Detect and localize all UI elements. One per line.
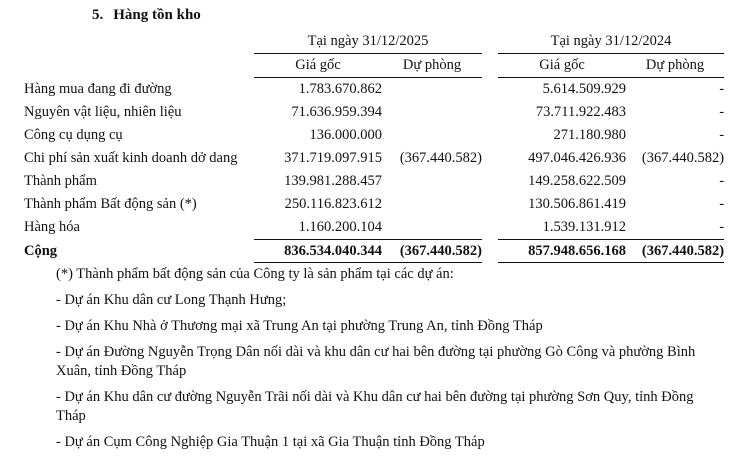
table-row xyxy=(24,101,724,124)
cost-2024-cell: 149.258.622.509 xyxy=(528,173,627,189)
provision-2025-cell xyxy=(382,193,482,216)
inventory-table xyxy=(24,30,724,263)
cost-2024-header: Giá gốc xyxy=(498,54,626,78)
footnote-intro: (*) Thành phẩm bất động sản của Công ty là sản phẩm tại các dự án: xyxy=(56,266,454,282)
total-cost-2024: 857.948.656.168 xyxy=(498,240,626,263)
project-item: - Dự án Đường Nguyễn Trọng Dân nối dài và khu dân cư hai bên đường tại phường Gò Công và phường Bình Xuân, tỉnh Đồng Tháp xyxy=(56,344,696,379)
cost-2024-cell: 1.539.131.912 xyxy=(542,219,627,235)
total-cost-2025: 836.534.040.344 xyxy=(254,240,382,263)
cost-2024-cell: 5.614.509.929 xyxy=(542,81,627,97)
provision-2024-cell: - xyxy=(719,81,725,97)
footnotes xyxy=(56,265,716,459)
provision-2024-cell: - xyxy=(719,127,725,143)
project-item: - Dự án Cụm Công Nghiệp Gia Thuận 1 tại xã Gia Thuận tỉnh Đồng Tháp xyxy=(56,434,485,450)
cost-2025-cell: 136.000.000 xyxy=(309,127,382,143)
row-label: Thành phẩm Bất động sản (*) xyxy=(24,196,197,212)
total-provision-2025: (367.440.582) xyxy=(382,240,482,263)
section-title: Hàng tồn kho xyxy=(113,7,201,23)
table-row xyxy=(24,147,724,170)
cost-2025-cell: 250.116.823.612 xyxy=(284,196,382,212)
provision-2025-cell xyxy=(382,78,482,102)
provision-2025-cell xyxy=(382,216,482,240)
project-item: - Dự án Khu dân cư Long Thạnh Hưng; xyxy=(56,292,287,308)
provision-2024-cell: (367.440.582) xyxy=(641,150,725,166)
provision-2024-cell: - xyxy=(719,219,725,235)
cost-2025-cell: 1.160.200.104 xyxy=(298,219,382,235)
row-label: Hàng mua đang đi đường xyxy=(24,80,172,97)
cost-2024-cell: 271.180.980 xyxy=(553,127,627,143)
column-header-row xyxy=(24,54,724,78)
section-number: 5. xyxy=(92,7,104,23)
project-item: - Dự án Khu dân cư đường Nguyễn Trãi nối dài và Khu dân cư hai bên đường tại phường Sơn Quy, tỉnh Đồng Tháp xyxy=(56,389,694,424)
table-row xyxy=(24,78,724,102)
row-label: Hàng hóa xyxy=(24,219,80,236)
cost-2025-cell: 139.981.288.457 xyxy=(284,173,382,189)
provision-2025-header: Dự phòng xyxy=(382,54,482,78)
table-row xyxy=(24,216,724,240)
total-label: Cộng xyxy=(24,243,58,259)
row-label: Nguyên vật liệu, nhiên liệu xyxy=(24,104,182,120)
project-item: - Dự án Khu Nhà ở Thương mại xã Trung An tại phường Trung An, tỉnh Đồng Tháp xyxy=(56,318,543,334)
cost-2025-cell: 371.719.097.915 xyxy=(284,150,382,166)
cost-2024-cell: 73.711.922.483 xyxy=(535,104,627,120)
cost-2024-cell: 130.506.861.419 xyxy=(528,196,627,212)
cost-2024-cell: 497.046.426.936 xyxy=(528,150,627,166)
period-header-row xyxy=(24,30,724,54)
provision-2024-cell: - xyxy=(719,173,725,189)
row-label: Công cụ dụng cụ xyxy=(24,127,123,143)
row-label: Thành phẩm xyxy=(24,173,97,189)
table-row xyxy=(24,124,724,147)
provision-2025-cell xyxy=(382,101,482,124)
provision-2024-cell: - xyxy=(719,196,725,212)
period-2024-header: Tại ngày 31/12/2024 xyxy=(498,30,724,54)
provision-2025-cell xyxy=(382,124,482,147)
cost-2025-cell: 71.636.959.394 xyxy=(291,104,382,120)
cost-2025-cell: 1.783.670.862 xyxy=(298,81,382,97)
table-row xyxy=(24,170,724,193)
provision-2025-cell xyxy=(382,170,482,193)
section-heading xyxy=(92,7,201,24)
period-2025-header: Tại ngày 31/12/2025 xyxy=(254,30,482,54)
total-row xyxy=(24,240,724,263)
cost-2025-header: Giá gốc xyxy=(254,54,382,78)
total-provision-2024: (367.440.582) xyxy=(626,240,724,263)
provision-2024-cell: - xyxy=(719,104,725,120)
row-label: Chi phí sản xuất kinh doanh dở dang xyxy=(24,150,238,166)
table-row xyxy=(24,193,724,216)
provision-2025-cell: (367.440.582) xyxy=(399,150,483,166)
provision-2024-header: Dự phòng xyxy=(626,54,724,78)
